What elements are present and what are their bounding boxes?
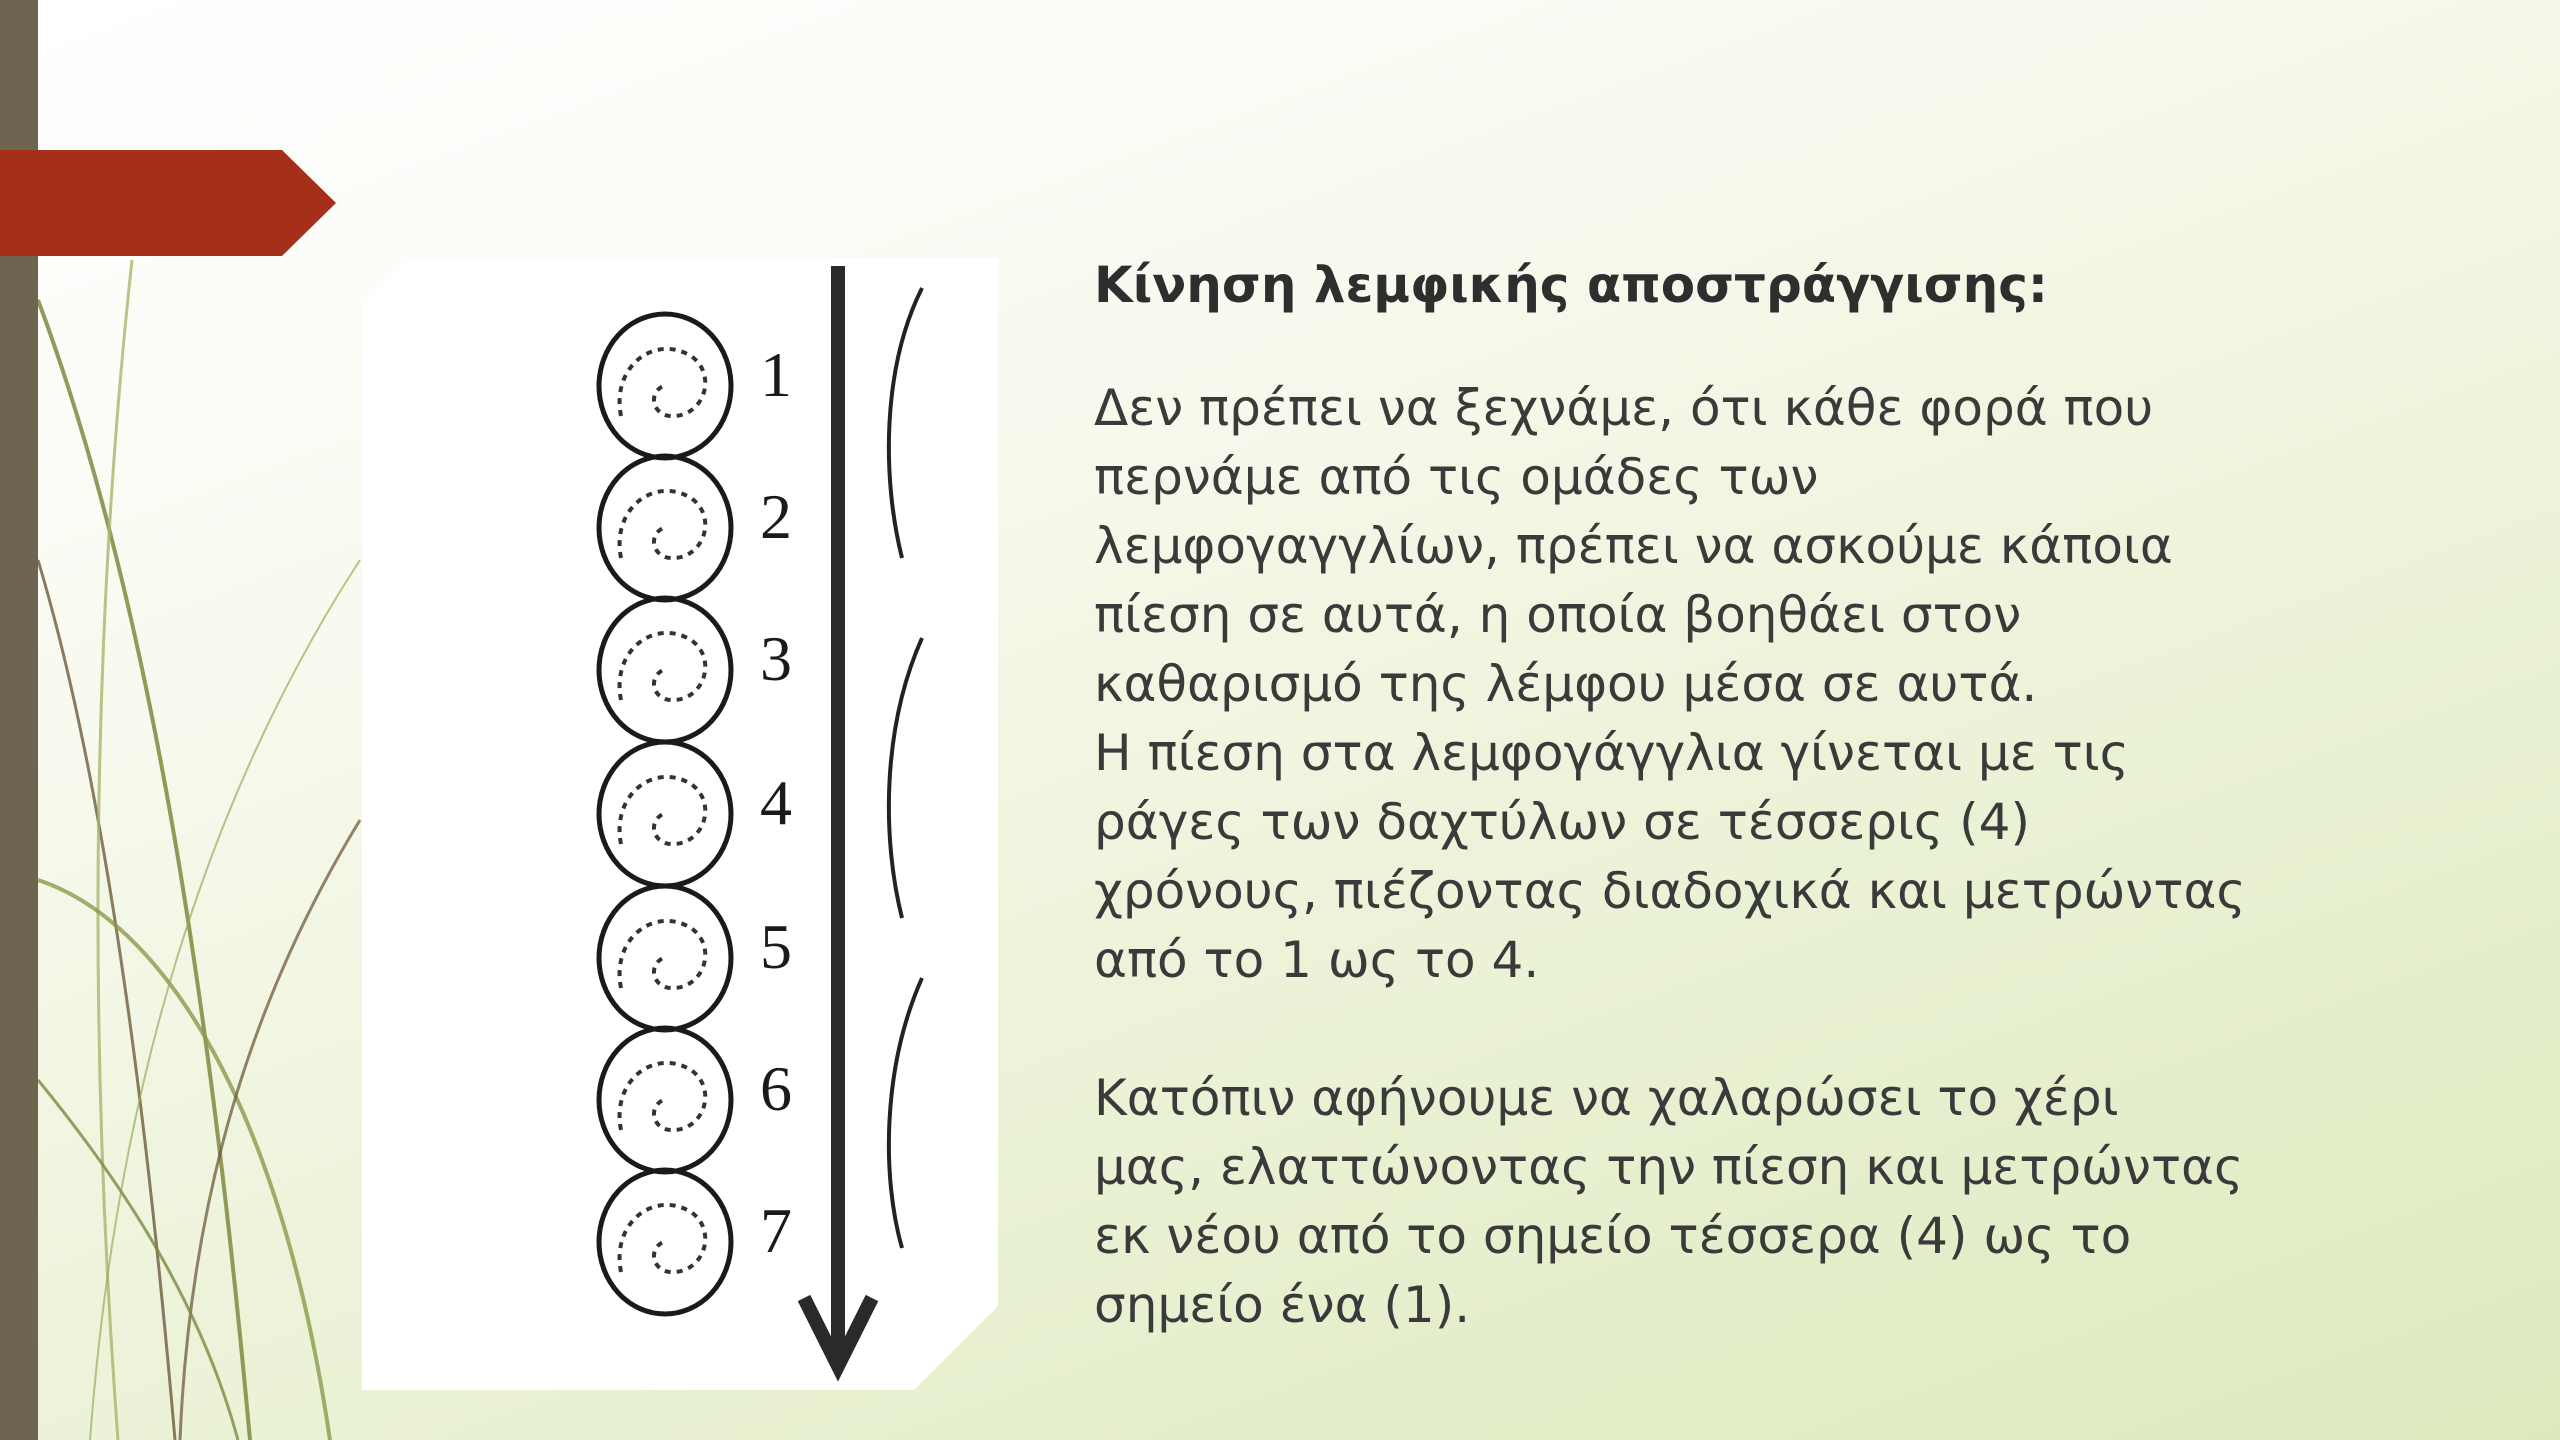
step-number-5: 5 xyxy=(760,911,792,982)
spiral-circle-icon xyxy=(599,314,731,1314)
paragraph-line: Η πίεση στα λεμφογάγγλια γίνεται με τις xyxy=(1094,724,2129,782)
paragraph-line: μας, ελαττώνοντας την πίεση και μετρώντας xyxy=(1094,1138,2244,1196)
paragraph-line: από το 1 ως το 4. xyxy=(1094,931,1540,989)
slide-text xyxy=(1094,240,2334,1340)
slide-heading: Κίνηση λεμφικής αποστράγγισης: xyxy=(1094,256,2048,314)
paragraph-line: Δεν πρέπει να ξεχνάμε, ότι κάθε φορά που xyxy=(1094,379,2154,437)
paragraph-spacer xyxy=(1094,995,2334,1064)
step-number-1: 1 xyxy=(760,339,792,410)
step-number-3: 3 xyxy=(760,623,792,694)
step-number-7: 7 xyxy=(760,1195,792,1266)
paragraph-line: ράγες των δαχτύλων σε τέσσερις (4) xyxy=(1094,793,2030,851)
arrow-down-icon xyxy=(804,266,872,1366)
lymph-drainage-figure xyxy=(362,258,998,1390)
paragraph-line: πίεση σε αυτά, η οποία βοηθάει στον xyxy=(1094,586,2022,644)
step-number-6: 6 xyxy=(760,1053,792,1124)
lymph-drainage-diagram xyxy=(362,258,998,1390)
paragraph-line: εκ νέου από το σημείο τέσσερα (4) ως το xyxy=(1094,1207,2132,1265)
paragraph-2 xyxy=(1094,1064,2334,1340)
step-number-2: 2 xyxy=(760,481,792,552)
paragraph-line: λεμφογαγγλίων, πρέπει να ασκούμε κάποια xyxy=(1094,517,2173,575)
step-number-4: 4 xyxy=(760,767,792,838)
paragraph-line: Κατόπιν αφήνουμε να χαλαρώσει το χέρι xyxy=(1094,1069,2119,1127)
title-arrow-banner xyxy=(0,150,336,256)
curved-stroke-icon xyxy=(889,288,922,1248)
paragraph-line: περνάμε από τις ομάδες των xyxy=(1094,448,1819,506)
paragraph-1 xyxy=(1094,374,2334,995)
paragraph-line: χρόνους, πιέζοντας διαδοχικά και μετρώντας xyxy=(1094,862,2246,920)
paragraph-line: καθαρισμό της λέμφου μέσα σε αυτά. xyxy=(1094,655,2038,713)
paragraph-line: σημείο ένα (1). xyxy=(1094,1276,1471,1334)
